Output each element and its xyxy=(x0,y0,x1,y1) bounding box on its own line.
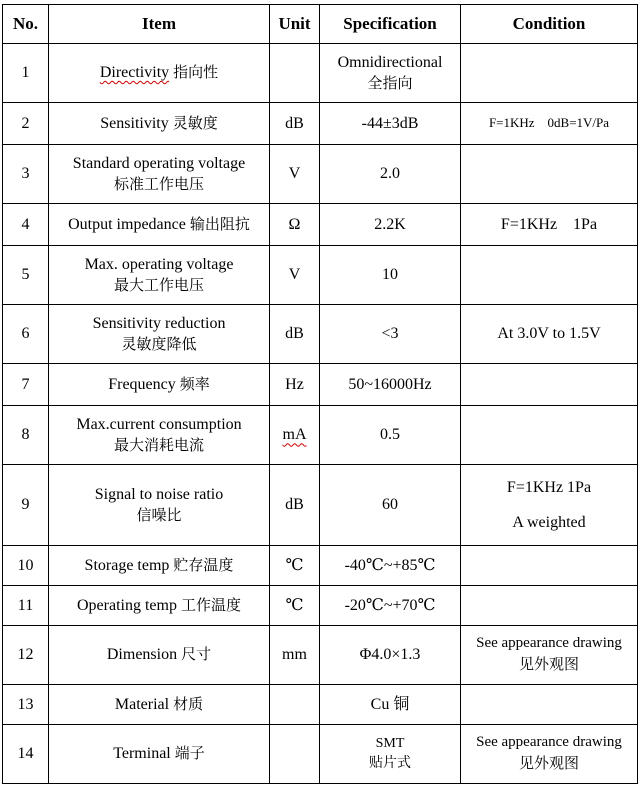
row-number: 12 xyxy=(3,626,49,685)
item-cell xyxy=(49,586,270,626)
row-number: 13 xyxy=(3,685,49,725)
condition-line: See appearance drawing xyxy=(476,635,622,652)
condition-cell xyxy=(461,246,638,305)
item-cell xyxy=(49,204,270,246)
item-name-zh: 端子 xyxy=(174,746,205,763)
table-row xyxy=(3,44,638,103)
item-cell xyxy=(49,246,270,305)
item-cell xyxy=(49,626,270,685)
item-name-zh: 材质 xyxy=(173,696,204,713)
table-row xyxy=(3,465,638,546)
item-cell xyxy=(49,406,270,465)
spec-cell: 0.5 xyxy=(320,406,461,465)
unit-cell: dB xyxy=(270,465,320,546)
spec-cell: -40℃~+85℃ xyxy=(320,546,461,586)
table-row xyxy=(3,246,638,305)
unit-cell: dB xyxy=(270,305,320,364)
item-name: Max. operating voltage xyxy=(84,255,234,273)
unit-cell: V xyxy=(270,246,320,305)
item-cell xyxy=(49,305,270,364)
row-number: 2 xyxy=(3,103,49,145)
unit-cell: V xyxy=(270,145,320,204)
item-cell xyxy=(49,145,270,204)
item-name: Operating temp xyxy=(77,596,177,614)
spec-cell: -20℃~+70℃ xyxy=(320,586,461,626)
item-name: Signal to noise ratio xyxy=(94,485,224,503)
condition-cell xyxy=(461,685,638,725)
unit-cell xyxy=(270,685,320,725)
spec-cell: Cu 铜 xyxy=(320,685,461,725)
unit-cell xyxy=(270,725,320,784)
condition-line-zh: 见外观图 xyxy=(518,657,579,673)
item-name: Output impedance xyxy=(68,215,186,233)
unit-text: mA xyxy=(282,426,307,444)
header-condition: Condition xyxy=(461,5,638,44)
item-name-zh: 工作温度 xyxy=(180,597,241,614)
row-number: 8 xyxy=(3,406,49,465)
table-row xyxy=(3,103,638,145)
condition-line: See appearance drawing xyxy=(476,734,622,751)
item-name-zh: 贮存温度 xyxy=(173,557,234,574)
item-cell xyxy=(49,546,270,586)
item-name: Sensitivity reduction xyxy=(92,314,226,332)
item-name-zh: 标准工作电压 xyxy=(113,176,204,193)
unit-cell: mm xyxy=(270,626,320,685)
spec-cell xyxy=(320,44,461,103)
item-name-zh: 尺寸 xyxy=(181,647,212,664)
unit-cell: Ω xyxy=(270,204,320,246)
condition-cell: F=1KHz 0dB=1V/Pa xyxy=(461,103,638,145)
row-number: 9 xyxy=(3,465,49,546)
item-name-zh: 灵敏度 xyxy=(172,115,218,132)
item-cell xyxy=(49,465,270,546)
item-name-zh: 最大工作电压 xyxy=(113,277,204,294)
spec-cell: 10 xyxy=(320,246,461,305)
item-name-zh: 指向性 xyxy=(173,65,219,82)
condition-cell xyxy=(461,546,638,586)
table-row xyxy=(3,204,638,246)
item-cell xyxy=(49,44,270,103)
condition-cell xyxy=(461,725,638,784)
condition-cell xyxy=(461,465,638,546)
item-name: Dimension xyxy=(106,646,178,664)
specification-table xyxy=(2,4,638,784)
spec-line: Omnidirectional xyxy=(337,53,443,71)
header-unit: Unit xyxy=(270,5,320,44)
spec-cell: Φ4.0×1.3 xyxy=(320,626,461,685)
table-row xyxy=(3,626,638,685)
row-number: 7 xyxy=(3,364,49,406)
spec-cell: 60 xyxy=(320,465,461,546)
condition-line-zh: 见外观图 xyxy=(518,756,579,772)
header-item: Item xyxy=(49,5,270,44)
condition-cell xyxy=(461,406,638,465)
table-row xyxy=(3,546,638,586)
spec-cell: -44±3dB xyxy=(320,103,461,145)
unit-cell xyxy=(270,406,320,465)
condition-line: F=1KHz 1Pa xyxy=(506,478,592,496)
condition-cell xyxy=(461,364,638,406)
condition-cell xyxy=(461,586,638,626)
item-name-zh: 最大消耗电流 xyxy=(113,437,204,454)
spec-cell: <3 xyxy=(320,305,461,364)
item-cell xyxy=(49,725,270,784)
item-name-zh: 频率 xyxy=(179,376,210,393)
unit-cell: Hz xyxy=(270,364,320,406)
item-cell xyxy=(49,364,270,406)
table-row xyxy=(3,725,638,784)
unit-cell xyxy=(270,44,320,103)
table-row xyxy=(3,685,638,725)
condition-cell: At 3.0V to 1.5V xyxy=(461,305,638,364)
table-row xyxy=(3,586,638,626)
row-number: 10 xyxy=(3,546,49,586)
spec-cell xyxy=(320,725,461,784)
condition-cell xyxy=(461,145,638,204)
spec-cell: 50~16000Hz xyxy=(320,364,461,406)
row-number: 14 xyxy=(3,725,49,784)
row-number: 4 xyxy=(3,204,49,246)
unit-cell: dB xyxy=(270,103,320,145)
table-row xyxy=(3,406,638,465)
row-number: 5 xyxy=(3,246,49,305)
condition-cell xyxy=(461,626,638,685)
table-row xyxy=(3,145,638,204)
row-number: 6 xyxy=(3,305,49,364)
item-name: Standard operating voltage xyxy=(72,154,246,172)
item-name-zh: 灵敏度降低 xyxy=(121,336,197,353)
item-name-zh: 输出阻抗 xyxy=(189,216,250,233)
item-name: Frequency xyxy=(108,375,176,393)
condition-cell xyxy=(461,44,638,103)
row-number: 11 xyxy=(3,586,49,626)
row-number: 1 xyxy=(3,44,49,103)
item-name: Storage temp xyxy=(84,556,170,574)
header-specification: Specification xyxy=(320,5,461,44)
item-name: Terminal xyxy=(113,745,171,763)
spec-cell: 2.0 xyxy=(320,145,461,204)
condition-cell: F=1KHz 1Pa xyxy=(461,204,638,246)
condition-line: A weighted xyxy=(512,514,586,531)
table-row xyxy=(3,364,638,406)
row-number: 3 xyxy=(3,145,49,204)
header-no: No. xyxy=(3,5,49,44)
spec-line: SMT xyxy=(375,735,405,751)
unit-cell: ℃ xyxy=(270,546,320,586)
item-cell xyxy=(49,103,270,145)
item-name: Max.current consumption xyxy=(76,415,242,433)
item-name-zh: 信噪比 xyxy=(136,507,182,524)
item-name: Sensitivity xyxy=(100,114,169,132)
table-row xyxy=(3,305,638,364)
header-row xyxy=(3,5,638,44)
item-name: Material xyxy=(114,695,170,713)
unit-cell: ℃ xyxy=(270,586,320,626)
item-cell xyxy=(49,685,270,725)
item-name: Directivity xyxy=(99,64,170,82)
spec-cell: 2.2K xyxy=(320,204,461,246)
spec-line-zh: 全指向 xyxy=(367,75,413,92)
spec-line-zh: 贴片式 xyxy=(369,756,411,771)
